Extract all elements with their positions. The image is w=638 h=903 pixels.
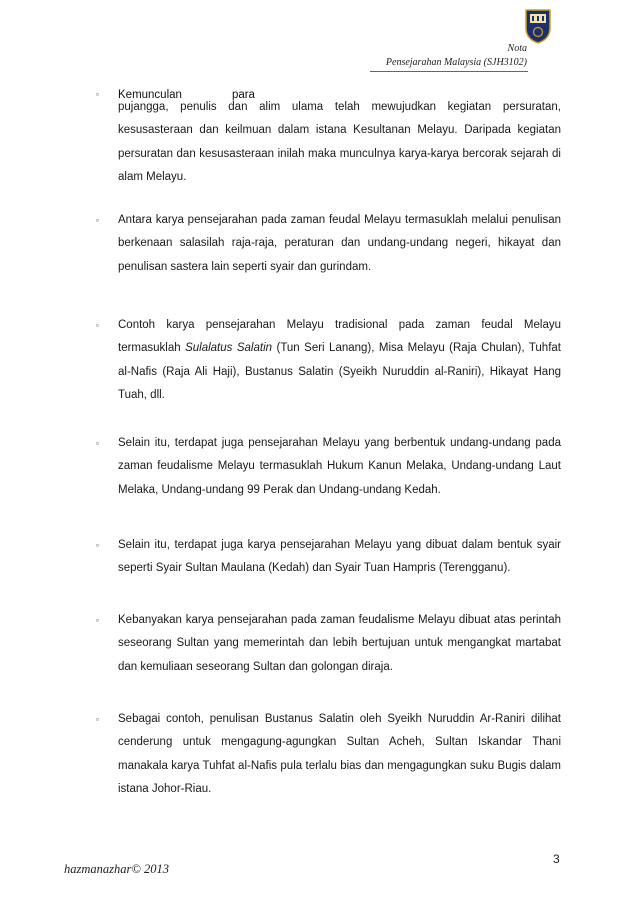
page-number: 3	[553, 852, 560, 866]
header-subtitle: Pensejarahan Malaysia (SJH3102)	[385, 57, 527, 68]
paragraph-3-italic-title: Sulalatus Salatin	[185, 342, 273, 355]
bullet-icon: ▫	[96, 715, 99, 724]
paragraph-6: Kebanyakan karya pensejarahan pada zaman feudalisme Melayu dibuat atas perintah seseorang Sultan yang memerintah dan lebih bertujuan untuk mengangkat martabat dan kemuliaan seseorang Sultan dan golongan diraja.	[118, 614, 561, 673]
paragraph-2: Antara karya pensejarahan pada zaman feudal Melayu termasuklah melalui penulisan berkenaan salasilah raja-raja, peraturan dan undang-undang negeri, hikayat dan penulisan sastera lain seperti syair dan gurindam.	[118, 214, 561, 273]
bullet-icon: ▫	[96, 439, 99, 448]
paragraph-3-text-before: Contoh karya pensejarahan Melayu tradisional pada zaman feudal Melayu termasuklah	[118, 319, 561, 355]
paragraph-1-lead-word-1: Kemunculan	[118, 89, 182, 101]
university-crest-icon	[524, 8, 552, 44]
paragraph-3	[118, 314, 561, 407]
bullet-icon: ▫	[96, 321, 99, 330]
bullet-icon: ▫	[96, 616, 99, 625]
footer-author: hazmanazhar© 2013	[64, 862, 169, 876]
paragraph-7: Sebagai contoh, penulisan Bustanus Salatin oleh Syeikh Nuruddin Ar-Raniri dilihat cenderung untuk mengagung-agungkan Sultan Acheh, Sultan Iskandar Thani manakala karya Tuhfat al-Nafis pula terlalu bias dan mengagungkan suku Bugis dalam istana Johor-Riau.	[118, 713, 561, 795]
paragraph-4: Selain itu, terdapat juga pensejarahan Melayu yang berbentuk undang-undang pada zaman feudalisme Melayu termasuklah Hukum Kanun Melaka, Undang-undang Laut Melaka, Undang-undang 99 Perak dan Undang-undang Kedah.	[118, 437, 561, 496]
header-label: Nota	[507, 43, 527, 54]
paragraph-1-lead-word-2: para	[231, 89, 255, 101]
bullet-icon: ▫	[96, 541, 99, 550]
paragraph-5: Selain itu, terdapat juga karya pensejarahan Melayu yang dibuat dalam bentuk syair seperti Syair Sultan Maulana (Kedah) dan Syair Tuan Hampris (Terengganu).	[118, 539, 561, 575]
paragraph-3-text-after: (Tun Seri Lanang), Misa Melayu (Raja Chulan), Tuhfat al-Nafis (Raja Ali Haji), Bustanus Salatin (Syeikh Nuruddin al-Raniri), Hikayat Hang Tuah, dll.	[118, 342, 561, 401]
bullet-icon: ▫	[96, 216, 99, 225]
header-divider	[370, 71, 528, 72]
bullet-icon: ▫	[96, 90, 99, 99]
paragraph-1: pujangga, penulis dan alim ulama telah mewujudkan kegiatan persuratan, kesusasteraan dan keilmuan dalam istana Kesultanan Melayu. Daripada kegiatan persuratan dan kesusasteraan inilah maka munculnya karya-karya bercorak sejarah di alam Melayu.	[118, 101, 561, 183]
